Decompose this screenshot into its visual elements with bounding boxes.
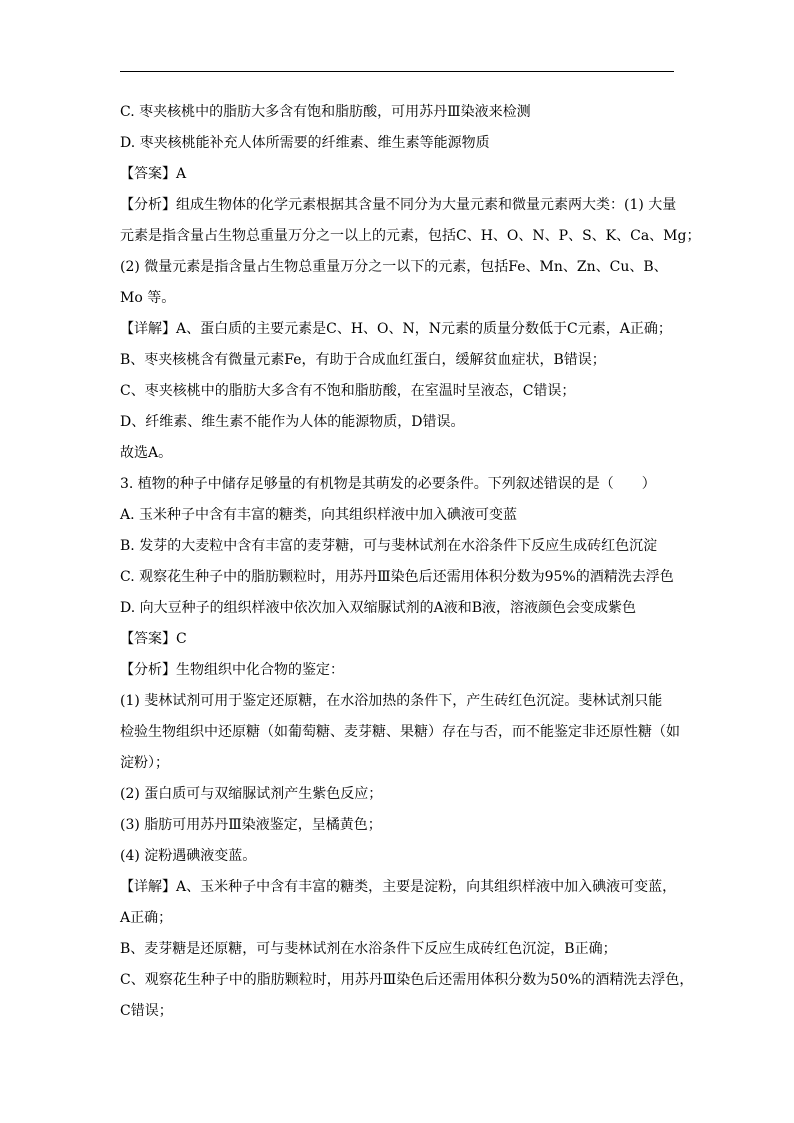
text-line: C错误；: [120, 1003, 173, 1019]
text-line: B、枣夹核桃含有微量元素Fe，有助于合成血红蛋白，缓解贫血症状，B错误；: [120, 352, 606, 368]
option-b: B. 发芽的大麦粒中含有丰富的麦芽糖，可与斐林试剂在水浴条件下反应生成砖红色沉淀: [120, 538, 658, 554]
text-line: B、麦芽糖是还原糖，可与斐林试剂在水浴条件下反应生成砖红色沉淀，B正确；: [120, 941, 617, 957]
text-line: C、枣夹核桃中的脂肪大多含有不饱和脂肪酸，在室温时呈液态，C错误；: [120, 383, 576, 399]
text-line: (3) 脂肪可用苏丹Ⅲ染液鉴定，呈橘黄色；: [120, 817, 382, 833]
text-line: Mo 等。: [120, 290, 176, 306]
text-line: 【分析】组成生物体的化学元素根据其含量不同分为大量元素和微量元素两大类：(1) 大量: [120, 197, 677, 213]
document-body: [120, 97, 701, 1027]
text-line: 【详解】A、玉米种子中含有丰富的糖类，主要是淀粉，向其组织样液中加入碘液可变蓝，: [120, 879, 677, 895]
text-line: (2) 微量元素是指含量占生物总重量万分之一以下的元素，包括Fe、Mn、Zn、Cu、B、: [120, 259, 668, 275]
text-line: C、观察花生种子中的脂肪颗粒时，用苏丹Ⅲ染色后还需用体积分数为50%的酒精洗去浮色，: [120, 972, 694, 988]
option-c: C. 观察花生种子中的脂肪颗粒时，用苏丹Ⅲ染色后还需用体积分数为95%的酒精洗去浮色: [120, 569, 674, 585]
text-line: (1) 斐林试剂可用于鉴定还原糖，在水浴加热的条件下，产生砖红色沉淀。斐林试剂只能: [120, 693, 663, 709]
text-line: 【分析】生物组织中化合物的鉴定：: [120, 662, 344, 678]
text-line: (4) 淀粉遇碘液变蓝。: [120, 848, 257, 864]
text-line: (2) 蛋白质可与双缩脲试剂产生紫色反应；: [120, 786, 383, 802]
text-line: 元素是指含量占生物总重量万分之一以上的元素，包括C、H、O、N、P、S、K、Ca、Mg；: [120, 228, 701, 244]
question-stem: 3. 植物的种子中储存足够量的有机物是其萌发的必要条件。下列叙述错误的是（ ）: [120, 476, 656, 492]
text-line: D、纤维素、维生素不能作为人体的能源物质，D错误。: [120, 414, 465, 430]
text-line: 【详解】A、蛋白质的主要元素是C、H、O、N，N元素的质量分数低于C元素，A正确；: [120, 321, 672, 337]
option-a: A. 玉米种子中含有丰富的糖类，向其组织样液中加入碘液可变蓝: [120, 507, 518, 523]
answer-label: 【答案】A: [120, 166, 187, 182]
text-line: 淀粉）；: [120, 755, 169, 771]
option-d: D. 向大豆种子的组织样液中依次加入双缩脲试剂的A液和B液，溶液颜色会变成紫色: [120, 600, 637, 616]
answer-label: 【答案】C: [120, 631, 187, 647]
text-line: D. 枣夹核桃能补充人体所需要的纤维素、维生素等能源物质: [120, 135, 490, 151]
text-line: C. 枣夹核桃中的脂肪大多含有饱和脂肪酸，可用苏丹Ⅲ染液来检测: [120, 104, 531, 120]
header-rule: [120, 71, 674, 72]
text-line: 检验生物组织中还原糖（如葡萄糖、麦芽糖、果糖）存在与否，而不能鉴定非还原性糖（如: [120, 724, 680, 740]
text-line: 故选A。: [120, 445, 173, 461]
text-line: A正确；: [120, 910, 173, 926]
